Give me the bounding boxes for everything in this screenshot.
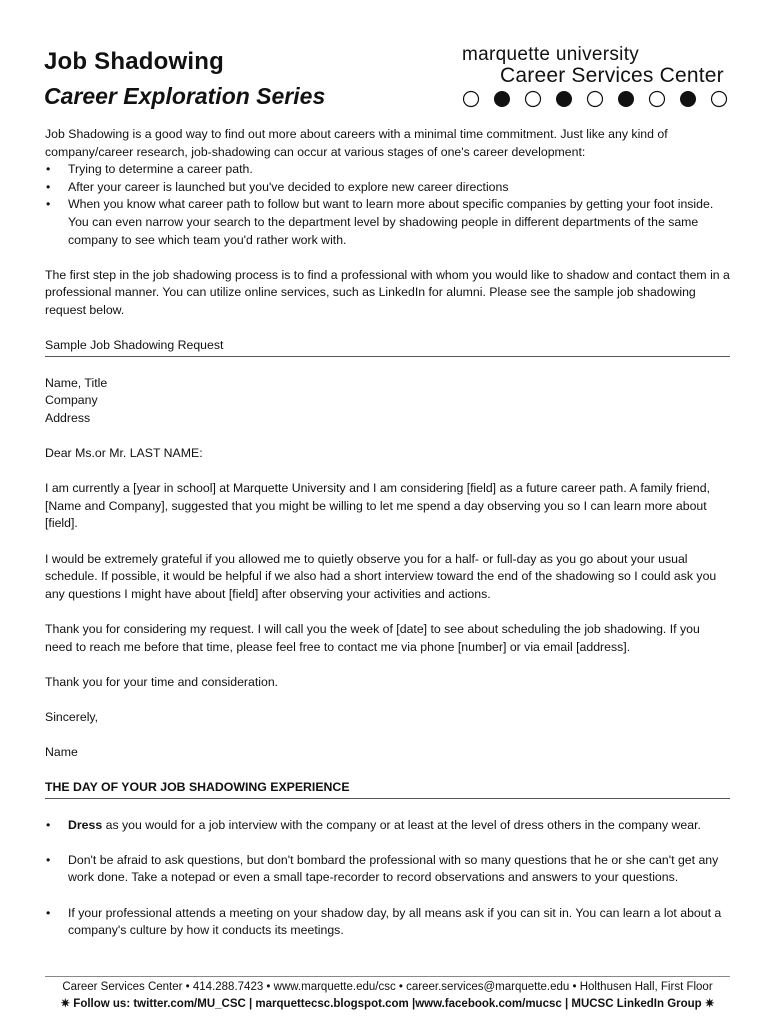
sample-request-heading: Sample Job Shadowing Request: [45, 337, 730, 357]
career-stage-list: [45, 161, 730, 249]
logo-dot: [464, 92, 479, 107]
dress-text: as you would for a job interview with the company or at least at the level of dress others in the company wear.: [102, 817, 701, 832]
letter-name-title: Name, Title: [45, 375, 108, 390]
intro-paragraph: Job Shadowing is a good way to find out more about careers with a minimal time commitment. Just like any kind of company/career research, job-shadowing can occur at various stages of one's career development:: [45, 127, 668, 159]
letter-signature: Name: [45, 745, 78, 760]
logo-dot: [526, 92, 541, 107]
logo-dot: [680, 91, 696, 107]
letter-paragraph-3: Thank you for considering my request. I will call you the week of [date] to see about scheduling the job shadowing. If you need to reach me before that time, please feel free to contact me via phone [number] or via email [address].: [45, 622, 700, 654]
day-tips-list: [45, 817, 730, 940]
list-item: • Trying to determine a career path.: [45, 161, 730, 179]
document-body: [45, 126, 730, 940]
logo-dots-icon: [461, 89, 731, 109]
footer-social-line: ✷ Follow us: twitter.com/MU_CSC | marquettecsc.blogspot.com |www.facebook.com/mucsc | MUCSC LinkedIn Group ✷: [60, 998, 715, 1010]
logo-dot: [556, 91, 572, 107]
logo-university-name: marquette university: [462, 44, 640, 65]
letter-paragraph-2: I would be extremely grateful if you allowed me to quietly observe you for a half- or full-day as you go about your usual schedule. If possible, it would be helpful if we also had a short interview toward the end of the shadowing so I could ask you any questions I might have about [field] after observing your activities and actions.: [45, 551, 717, 601]
letter-closing: Sincerely,: [45, 710, 99, 724]
logo-dot: [712, 92, 727, 107]
list-item: • If your professional attends a meeting on your shadow day, by all means ask if you can sit in. You can learn a lot about a company's culture by how it conducts its meetings.: [45, 905, 730, 940]
letter-paragraph-1: I am currently a [year in school] at Marquette University and I am considering [field] as a future career path. A family friend, [Name and Company], suggested that you might be willing to let me spend a day observing you so I can learn more about [field].: [45, 481, 711, 531]
list-item: • After your career is launched but you've decided to explore new career directions: [45, 179, 730, 197]
list-item: [45, 817, 730, 835]
logo-dot: [494, 91, 510, 107]
first-step-paragraph: The first step in the job shadowing process is to find a professional with whom you would like to shadow and contact them in a professional manner. You can utilize online services, such as LinkedIn for alumni. Please see the sample job shadowing request below.: [45, 267, 730, 317]
dress-label: Dress: [68, 817, 103, 832]
footer-contact-line: Career Services Center • 414.288.7423 • www.marquette.edu/csc • career.services@marquette.edu • Holthusen Hall, First Floor: [62, 981, 713, 993]
letter-salutation: Dear Ms.or Mr. LAST NAME:: [45, 446, 203, 461]
letter-thanks: Thank you for your time and consideration.: [45, 674, 279, 689]
letter-address: Address: [45, 410, 91, 425]
day-section-heading: THE DAY OF YOUR JOB SHADOWING EXPERIENCE: [45, 779, 730, 799]
page-title: Job Shadowing: [44, 48, 224, 75]
logo-dot: [588, 92, 603, 107]
list-item: • When you know what career path to follow but want to learn more about specific companies by getting your foot inside. You can even narrow your search to the department level by shadowing people in different departments of the same company to see which team you'd rather work with.: [45, 196, 730, 249]
logo-dot: [618, 91, 634, 107]
page-footer: [45, 976, 730, 1013]
logo-dot: [650, 92, 665, 107]
list-item: • Don't be afraid to ask questions, but don't bombard the professional with so many questions that he or she can't get any work done. Take a notepad or even a small tape-recorder to record observations and answers to your questions.: [45, 852, 730, 887]
logo-department-name: Career Services Center: [500, 64, 724, 87]
letter-company: Company: [45, 393, 98, 408]
page-subtitle: Career Exploration Series: [44, 83, 326, 109]
